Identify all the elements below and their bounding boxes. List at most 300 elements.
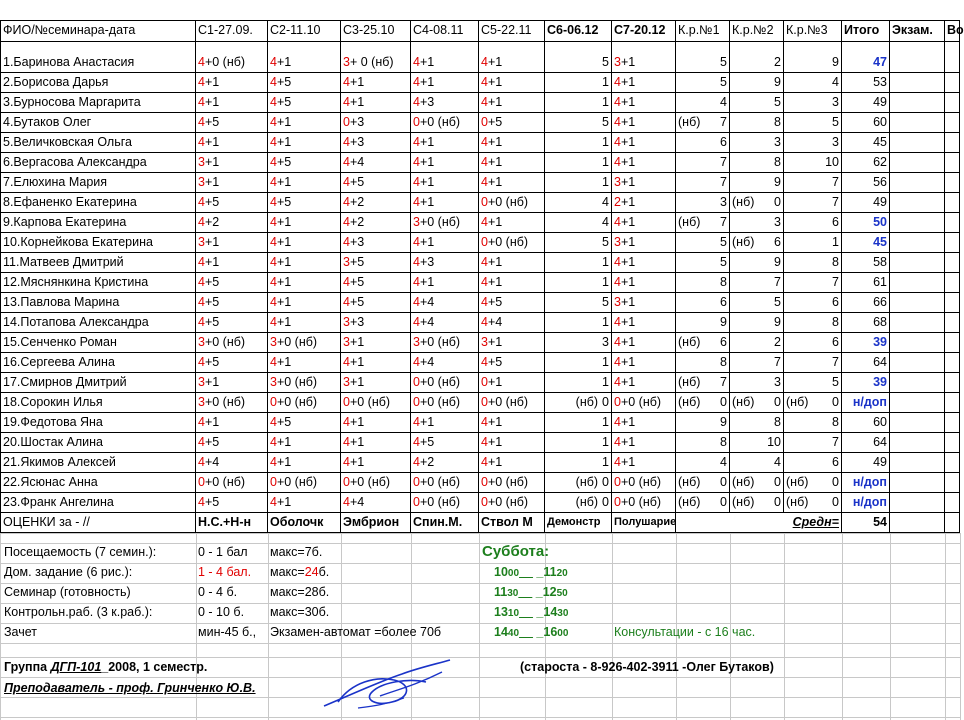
control-work-1-cell[interactable] (676, 393, 730, 413)
total-cell[interactable] (842, 153, 890, 173)
student-name[interactable] (0, 133, 196, 153)
student-name[interactable] (0, 53, 196, 73)
spacer-cell[interactable] (612, 42, 676, 53)
extra-cell[interactable] (945, 353, 960, 373)
seminar-7-cell[interactable] (612, 453, 676, 473)
control-work-2-cell[interactable] (730, 213, 784, 233)
control-work-1-cell[interactable] (676, 333, 730, 353)
seminar-5-cell[interactable] (479, 453, 545, 473)
total-cell[interactable] (842, 473, 890, 493)
seminar-4-cell[interactable] (411, 93, 479, 113)
exam-cell[interactable] (890, 73, 945, 93)
seminar-6-cell[interactable] (545, 53, 612, 73)
seminar-7-cell[interactable] (612, 373, 676, 393)
extra-cell[interactable] (945, 133, 960, 153)
total-cell[interactable] (842, 313, 890, 333)
exam-cell[interactable] (890, 273, 945, 293)
seminar-2-cell[interactable] (268, 433, 341, 453)
seminar-3-cell[interactable] (341, 493, 411, 513)
control-work-3-cell[interactable] (784, 213, 842, 233)
seminar-6-cell[interactable] (545, 393, 612, 413)
seminar-2-cell[interactable] (268, 333, 341, 353)
extra-cell[interactable] (945, 293, 960, 313)
spacer-cell[interactable] (341, 42, 411, 53)
exam-cell[interactable] (890, 133, 945, 153)
seminar-4-cell[interactable] (411, 493, 479, 513)
seminar-1-cell[interactable] (196, 473, 268, 493)
spacer-cell[interactable] (890, 42, 945, 53)
seminar-2-cell[interactable] (268, 133, 341, 153)
control-work-2-cell[interactable] (730, 53, 784, 73)
seminar-1-cell[interactable] (196, 273, 268, 293)
seminar-7-cell[interactable] (612, 253, 676, 273)
seminar-3-cell[interactable] (341, 273, 411, 293)
seminar-3-cell[interactable] (341, 93, 411, 113)
student-name[interactable] (0, 433, 196, 453)
exam-cell[interactable] (890, 493, 945, 513)
seminar-3-cell[interactable] (341, 233, 411, 253)
spacer-cell[interactable] (0, 42, 196, 53)
topic-4[interactable] (411, 513, 479, 533)
control-work-2-cell[interactable] (730, 153, 784, 173)
spacer-cell[interactable] (545, 42, 612, 53)
seminar-6-cell[interactable] (545, 193, 612, 213)
seminar-4-cell[interactable] (411, 473, 479, 493)
spacer-cell[interactable] (479, 42, 545, 53)
header-col-1[interactable] (196, 20, 268, 42)
empty-cell[interactable] (890, 513, 945, 533)
header-col-7[interactable] (612, 20, 676, 42)
control-work-3-cell[interactable] (784, 313, 842, 333)
seminar-5-cell[interactable] (479, 293, 545, 313)
seminar-2-cell[interactable] (268, 213, 341, 233)
control-work-1-cell[interactable] (676, 233, 730, 253)
total-cell[interactable] (842, 253, 890, 273)
control-work-2-cell[interactable] (730, 273, 784, 293)
spacer-cell[interactable] (784, 42, 842, 53)
control-work-2-cell[interactable] (730, 373, 784, 393)
seminar-3-cell[interactable] (341, 53, 411, 73)
exam-cell[interactable] (890, 393, 945, 413)
control-work-1-cell[interactable] (676, 413, 730, 433)
exam-cell[interactable] (890, 153, 945, 173)
spacer-cell[interactable] (945, 42, 960, 53)
seminar-4-cell[interactable] (411, 293, 479, 313)
seminar-6-cell[interactable] (545, 273, 612, 293)
seminar-2-cell[interactable] (268, 453, 341, 473)
control-work-1-cell[interactable] (676, 73, 730, 93)
student-name[interactable] (0, 473, 196, 493)
topic-6[interactable] (545, 513, 612, 533)
total-cell[interactable] (842, 273, 890, 293)
student-name[interactable] (0, 313, 196, 333)
seminar-2-cell[interactable] (268, 293, 341, 313)
header-col-2[interactable] (268, 20, 341, 42)
student-name[interactable] (0, 293, 196, 313)
student-name[interactable] (0, 253, 196, 273)
seminar-6-cell[interactable] (545, 153, 612, 173)
seminar-4-cell[interactable] (411, 393, 479, 413)
control-work-1-cell[interactable] (676, 93, 730, 113)
seminar-7-cell[interactable] (612, 273, 676, 293)
extra-cell[interactable] (945, 333, 960, 353)
seminar-6-cell[interactable] (545, 73, 612, 93)
header-col-13[interactable] (945, 20, 964, 42)
seminar-5-cell[interactable] (479, 213, 545, 233)
seminar-5-cell[interactable] (479, 333, 545, 353)
seminar-4-cell[interactable] (411, 173, 479, 193)
seminar-1-cell[interactable] (196, 233, 268, 253)
header-col-10[interactable] (784, 20, 842, 42)
control-work-2-cell[interactable] (730, 233, 784, 253)
seminar-3-cell[interactable] (341, 153, 411, 173)
student-name[interactable] (0, 73, 196, 93)
header-col-5[interactable] (479, 20, 545, 42)
exam-cell[interactable] (890, 473, 945, 493)
control-work-2-cell[interactable] (730, 133, 784, 153)
spacer-cell[interactable] (730, 42, 784, 53)
total-cell[interactable] (842, 293, 890, 313)
control-work-1-cell[interactable] (676, 193, 730, 213)
exam-cell[interactable] (890, 233, 945, 253)
exam-cell[interactable] (890, 413, 945, 433)
extra-cell[interactable] (945, 473, 960, 493)
extra-cell[interactable] (945, 253, 960, 273)
seminar-4-cell[interactable] (411, 313, 479, 333)
header-col-6[interactable] (545, 20, 612, 42)
seminar-1-cell[interactable] (196, 113, 268, 133)
control-work-2-cell[interactable] (730, 73, 784, 93)
seminar-1-cell[interactable] (196, 453, 268, 473)
student-name[interactable] (0, 213, 196, 233)
seminar-4-cell[interactable] (411, 113, 479, 133)
control-work-2-cell[interactable] (730, 313, 784, 333)
seminar-2-cell[interactable] (268, 173, 341, 193)
control-work-2-cell[interactable] (730, 493, 784, 513)
header-name-col[interactable] (0, 20, 196, 42)
seminar-5-cell[interactable] (479, 153, 545, 173)
total-cell[interactable] (842, 413, 890, 433)
seminar-7-cell[interactable] (612, 233, 676, 253)
spacer-cell[interactable] (196, 42, 268, 53)
extra-cell[interactable] (945, 173, 960, 193)
control-work-2-cell[interactable] (730, 413, 784, 433)
seminar-6-cell[interactable] (545, 253, 612, 273)
seminar-5-cell[interactable] (479, 173, 545, 193)
seminar-5-cell[interactable] (479, 413, 545, 433)
control-work-1-cell[interactable] (676, 113, 730, 133)
seminar-7-cell[interactable] (612, 313, 676, 333)
seminar-5-cell[interactable] (479, 393, 545, 413)
control-work-3-cell[interactable] (784, 473, 842, 493)
seminar-3-cell[interactable] (341, 433, 411, 453)
extra-cell[interactable] (945, 113, 960, 133)
control-work-1-cell[interactable] (676, 213, 730, 233)
student-name[interactable] (0, 113, 196, 133)
control-work-1-cell[interactable] (676, 133, 730, 153)
seminar-4-cell[interactable] (411, 453, 479, 473)
seminar-3-cell[interactable] (341, 313, 411, 333)
seminar-7-cell[interactable] (612, 353, 676, 373)
seminar-7-cell[interactable] (612, 93, 676, 113)
seminar-5-cell[interactable] (479, 473, 545, 493)
grades-label[interactable] (0, 513, 196, 533)
seminar-5-cell[interactable] (479, 193, 545, 213)
control-work-1-cell[interactable] (676, 293, 730, 313)
control-work-2-cell[interactable] (730, 433, 784, 453)
header-col-8[interactable] (676, 20, 730, 42)
control-work-3-cell[interactable] (784, 133, 842, 153)
seminar-7-cell[interactable] (612, 433, 676, 453)
student-name[interactable] (0, 413, 196, 433)
seminar-4-cell[interactable] (411, 233, 479, 253)
seminar-1-cell[interactable] (196, 393, 268, 413)
seminar-7-cell[interactable] (612, 193, 676, 213)
seminar-4-cell[interactable] (411, 53, 479, 73)
seminar-6-cell[interactable] (545, 213, 612, 233)
topic-7[interactable] (612, 513, 676, 533)
total-cell[interactable] (842, 93, 890, 113)
student-name[interactable] (0, 353, 196, 373)
control-work-1-cell[interactable] (676, 173, 730, 193)
seminar-5-cell[interactable] (479, 93, 545, 113)
spacer-cell[interactable] (268, 42, 341, 53)
exam-cell[interactable] (890, 213, 945, 233)
seminar-3-cell[interactable] (341, 213, 411, 233)
control-work-1-cell[interactable] (676, 273, 730, 293)
seminar-7-cell[interactable] (612, 393, 676, 413)
seminar-2-cell[interactable] (268, 233, 341, 253)
seminar-2-cell[interactable] (268, 73, 341, 93)
control-work-3-cell[interactable] (784, 333, 842, 353)
exam-cell[interactable] (890, 173, 945, 193)
total-cell[interactable] (842, 53, 890, 73)
total-cell[interactable] (842, 333, 890, 353)
student-name[interactable] (0, 93, 196, 113)
total-cell[interactable] (842, 213, 890, 233)
seminar-2-cell[interactable] (268, 393, 341, 413)
total-cell[interactable] (842, 193, 890, 213)
seminar-1-cell[interactable] (196, 93, 268, 113)
control-work-3-cell[interactable] (784, 273, 842, 293)
control-work-2-cell[interactable] (730, 173, 784, 193)
seminar-4-cell[interactable] (411, 193, 479, 213)
header-col-3[interactable] (341, 20, 411, 42)
seminar-4-cell[interactable] (411, 133, 479, 153)
seminar-2-cell[interactable] (268, 313, 341, 333)
seminar-3-cell[interactable] (341, 193, 411, 213)
seminar-5-cell[interactable] (479, 113, 545, 133)
seminar-6-cell[interactable] (545, 413, 612, 433)
spacer-cell[interactable] (842, 42, 890, 53)
extra-cell[interactable] (945, 433, 960, 453)
seminar-3-cell[interactable] (341, 333, 411, 353)
seminar-5-cell[interactable] (479, 73, 545, 93)
seminar-7-cell[interactable] (612, 493, 676, 513)
control-work-3-cell[interactable] (784, 453, 842, 473)
header-col-9[interactable] (730, 20, 784, 42)
control-work-3-cell[interactable] (784, 193, 842, 213)
extra-cell[interactable] (945, 193, 960, 213)
total-cell[interactable] (842, 353, 890, 373)
control-work-3-cell[interactable] (784, 433, 842, 453)
control-work-3-cell[interactable] (784, 393, 842, 413)
exam-cell[interactable] (890, 93, 945, 113)
extra-cell[interactable] (945, 413, 960, 433)
exam-cell[interactable] (890, 253, 945, 273)
extra-cell[interactable] (945, 493, 960, 513)
seminar-4-cell[interactable] (411, 253, 479, 273)
seminar-5-cell[interactable] (479, 233, 545, 253)
control-work-2-cell[interactable] (730, 333, 784, 353)
seminar-7-cell[interactable] (612, 53, 676, 73)
seminar-6-cell[interactable] (545, 453, 612, 473)
exam-cell[interactable] (890, 193, 945, 213)
control-work-1-cell[interactable] (676, 373, 730, 393)
control-work-2-cell[interactable] (730, 353, 784, 373)
seminar-6-cell[interactable] (545, 433, 612, 453)
seminar-5-cell[interactable] (479, 133, 545, 153)
exam-cell[interactable] (890, 53, 945, 73)
seminar-7-cell[interactable] (612, 73, 676, 93)
control-work-3-cell[interactable] (784, 233, 842, 253)
exam-cell[interactable] (890, 313, 945, 333)
control-work-3-cell[interactable] (784, 93, 842, 113)
seminar-1-cell[interactable] (196, 293, 268, 313)
seminar-2-cell[interactable] (268, 273, 341, 293)
header-col-11[interactable] (842, 20, 890, 42)
seminar-3-cell[interactable] (341, 133, 411, 153)
topic-3[interactable] (341, 513, 411, 533)
seminar-1-cell[interactable] (196, 373, 268, 393)
seminar-2-cell[interactable] (268, 153, 341, 173)
student-name[interactable] (0, 453, 196, 473)
seminar-6-cell[interactable] (545, 293, 612, 313)
exam-cell[interactable] (890, 333, 945, 353)
control-work-3-cell[interactable] (784, 353, 842, 373)
student-name[interactable] (0, 373, 196, 393)
seminar-5-cell[interactable] (479, 273, 545, 293)
seminar-6-cell[interactable] (545, 333, 612, 353)
control-work-2-cell[interactable] (730, 253, 784, 273)
seminar-3-cell[interactable] (341, 473, 411, 493)
seminar-5-cell[interactable] (479, 493, 545, 513)
seminar-2-cell[interactable] (268, 353, 341, 373)
seminar-6-cell[interactable] (545, 313, 612, 333)
seminar-5-cell[interactable] (479, 433, 545, 453)
exam-cell[interactable] (890, 113, 945, 133)
control-work-2-cell[interactable] (730, 453, 784, 473)
control-work-2-cell[interactable] (730, 113, 784, 133)
seminar-7-cell[interactable] (612, 293, 676, 313)
seminar-2-cell[interactable] (268, 413, 341, 433)
total-cell[interactable] (842, 433, 890, 453)
seminar-1-cell[interactable] (196, 313, 268, 333)
seminar-2-cell[interactable] (268, 113, 341, 133)
seminar-6-cell[interactable] (545, 173, 612, 193)
average-value[interactable] (842, 513, 890, 533)
seminar-7-cell[interactable] (612, 213, 676, 233)
average-label[interactable] (676, 513, 842, 533)
empty-cell[interactable] (945, 513, 960, 533)
seminar-4-cell[interactable] (411, 333, 479, 353)
student-name[interactable] (0, 493, 196, 513)
extra-cell[interactable] (945, 213, 960, 233)
control-work-3-cell[interactable] (784, 373, 842, 393)
seminar-1-cell[interactable] (196, 413, 268, 433)
extra-cell[interactable] (945, 453, 960, 473)
seminar-4-cell[interactable] (411, 153, 479, 173)
seminar-6-cell[interactable] (545, 473, 612, 493)
extra-cell[interactable] (945, 233, 960, 253)
spacer-cell[interactable] (676, 42, 730, 53)
seminar-6-cell[interactable] (545, 233, 612, 253)
seminar-7-cell[interactable] (612, 333, 676, 353)
seminar-7-cell[interactable] (612, 133, 676, 153)
control-work-2-cell[interactable] (730, 93, 784, 113)
seminar-1-cell[interactable] (196, 333, 268, 353)
student-name[interactable] (0, 173, 196, 193)
seminar-7-cell[interactable] (612, 413, 676, 433)
control-work-1-cell[interactable] (676, 433, 730, 453)
extra-cell[interactable] (945, 313, 960, 333)
control-work-1-cell[interactable] (676, 453, 730, 473)
seminar-6-cell[interactable] (545, 373, 612, 393)
seminar-1-cell[interactable] (196, 433, 268, 453)
total-cell[interactable] (842, 453, 890, 473)
extra-cell[interactable] (945, 93, 960, 113)
seminar-1-cell[interactable] (196, 493, 268, 513)
seminar-2-cell[interactable] (268, 93, 341, 113)
seminar-7-cell[interactable] (612, 173, 676, 193)
total-cell[interactable] (842, 113, 890, 133)
control-work-1-cell[interactable] (676, 473, 730, 493)
control-work-3-cell[interactable] (784, 253, 842, 273)
seminar-4-cell[interactable] (411, 413, 479, 433)
control-work-3-cell[interactable] (784, 173, 842, 193)
seminar-3-cell[interactable] (341, 393, 411, 413)
seminar-6-cell[interactable] (545, 353, 612, 373)
extra-cell[interactable] (945, 373, 960, 393)
control-work-2-cell[interactable] (730, 393, 784, 413)
seminar-2-cell[interactable] (268, 473, 341, 493)
control-work-3-cell[interactable] (784, 293, 842, 313)
student-name[interactable] (0, 193, 196, 213)
seminar-4-cell[interactable] (411, 353, 479, 373)
control-work-1-cell[interactable] (676, 253, 730, 273)
seminar-4-cell[interactable] (411, 73, 479, 93)
student-name[interactable] (0, 333, 196, 353)
seminar-2-cell[interactable] (268, 373, 341, 393)
exam-cell[interactable] (890, 373, 945, 393)
control-work-3-cell[interactable] (784, 413, 842, 433)
student-name[interactable] (0, 153, 196, 173)
seminar-2-cell[interactable] (268, 493, 341, 513)
extra-cell[interactable] (945, 393, 960, 413)
seminar-2-cell[interactable] (268, 253, 341, 273)
seminar-7-cell[interactable] (612, 473, 676, 493)
seminar-6-cell[interactable] (545, 133, 612, 153)
control-work-2-cell[interactable] (730, 473, 784, 493)
control-work-2-cell[interactable] (730, 293, 784, 313)
control-work-1-cell[interactable] (676, 313, 730, 333)
seminar-1-cell[interactable] (196, 153, 268, 173)
seminar-5-cell[interactable] (479, 313, 545, 333)
seminar-4-cell[interactable] (411, 213, 479, 233)
seminar-3-cell[interactable] (341, 453, 411, 473)
seminar-3-cell[interactable] (341, 413, 411, 433)
control-work-1-cell[interactable] (676, 153, 730, 173)
